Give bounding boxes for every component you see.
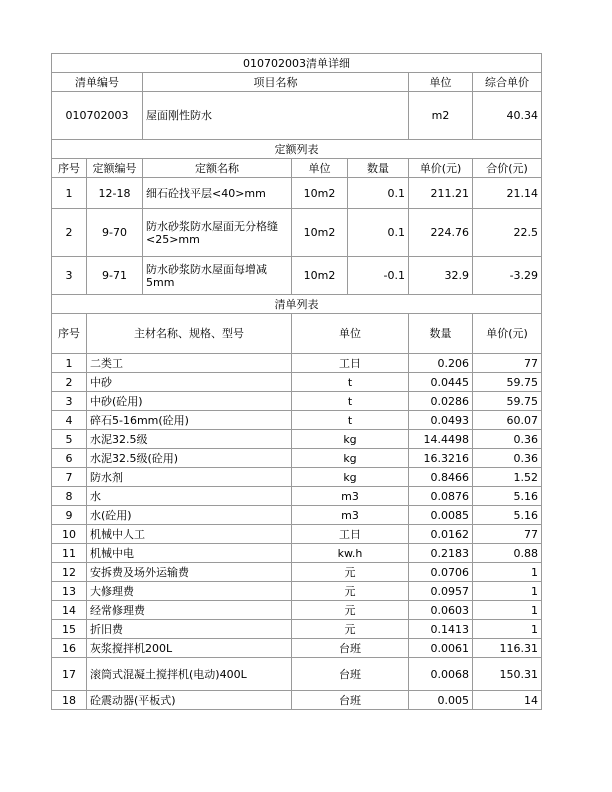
table-row	[52, 620, 542, 639]
quota-price: 32.9	[409, 257, 473, 295]
material-price: 14	[473, 691, 542, 710]
material-qty: 0.0162	[409, 525, 473, 544]
material-section-title: 清单列表	[52, 295, 542, 314]
material-seq-header: 序号	[52, 314, 87, 354]
table-row	[52, 449, 542, 468]
material-price: 0.88	[473, 544, 542, 563]
quota-total: 21.14	[473, 178, 542, 209]
material-price: 116.31	[473, 639, 542, 658]
material-name: 机械中电	[87, 544, 292, 563]
material-price: 77	[473, 525, 542, 544]
material-qty: 0.0876	[409, 487, 473, 506]
material-qty: 0.0957	[409, 582, 473, 601]
quota-price: 211.21	[409, 178, 473, 209]
material-name: 安拆费及场外运输费	[87, 563, 292, 582]
material-qty: 0.0706	[409, 563, 473, 582]
material-price: 5.16	[473, 506, 542, 525]
quota-seq: 3	[52, 257, 87, 295]
table-row	[52, 658, 542, 691]
table-row	[52, 525, 542, 544]
material-unit: kg	[292, 449, 409, 468]
material-unit: 工日	[292, 525, 409, 544]
material-header-row	[52, 314, 542, 354]
material-seq: 9	[52, 506, 87, 525]
bill-name: 屋面刚性防水	[143, 92, 409, 140]
bill-unit: m2	[409, 92, 473, 140]
material-price: 150.31	[473, 658, 542, 691]
material-qty: 0.206	[409, 354, 473, 373]
table-row	[52, 373, 542, 392]
material-qty: 0.8466	[409, 468, 473, 487]
material-price: 1	[473, 563, 542, 582]
material-name: 滚筒式混凝土搅拌机(电动)400L	[87, 658, 292, 691]
quota-code: 12-18	[87, 178, 143, 209]
quota-name-header: 定额名称	[143, 159, 292, 178]
table-row	[52, 354, 542, 373]
material-name: 砼震动器(平板式)	[87, 691, 292, 710]
material-qty: 0.2183	[409, 544, 473, 563]
quota-section-title: 定额列表	[52, 140, 542, 159]
bill-unit-price: 40.34	[473, 92, 542, 140]
quota-seq: 1	[52, 178, 87, 209]
material-price: 77	[473, 354, 542, 373]
bill-row	[52, 92, 542, 140]
table-row	[52, 392, 542, 411]
material-name: 机械中人工	[87, 525, 292, 544]
material-section-row	[52, 295, 542, 314]
material-name: 大修理费	[87, 582, 292, 601]
quota-total: 22.5	[473, 209, 542, 257]
quota-price-header: 单价(元)	[409, 159, 473, 178]
bill-detail-table	[51, 53, 542, 710]
quota-qty-header: 数量	[348, 159, 409, 178]
material-name-header: 主材名称、规格、型号	[87, 314, 292, 354]
material-unit: t	[292, 392, 409, 411]
material-seq: 18	[52, 691, 87, 710]
material-seq: 5	[52, 430, 87, 449]
material-name: 水	[87, 487, 292, 506]
material-unit: 台班	[292, 658, 409, 691]
material-unit: 台班	[292, 639, 409, 658]
material-unit: t	[292, 373, 409, 392]
material-seq: 8	[52, 487, 87, 506]
table-row	[52, 544, 542, 563]
quota-header-row	[52, 159, 542, 178]
material-qty: 0.0061	[409, 639, 473, 658]
quota-price: 224.76	[409, 209, 473, 257]
material-seq: 4	[52, 411, 87, 430]
material-unit: 台班	[292, 691, 409, 710]
material-price: 1	[473, 582, 542, 601]
material-seq: 12	[52, 563, 87, 582]
material-price: 1	[473, 601, 542, 620]
quota-unit-header: 单位	[292, 159, 348, 178]
quota-seq: 2	[52, 209, 87, 257]
quota-qty: 0.1	[348, 178, 409, 209]
material-price: 0.36	[473, 430, 542, 449]
table-title: 010702003清单详细	[52, 54, 542, 73]
material-qty: 0.0603	[409, 601, 473, 620]
material-unit: m3	[292, 487, 409, 506]
material-name: 折旧费	[87, 620, 292, 639]
table-row	[52, 468, 542, 487]
material-qty-header: 数量	[409, 314, 473, 354]
bill-unit-header: 单位	[409, 73, 473, 92]
material-seq: 1	[52, 354, 87, 373]
material-qty: 0.0085	[409, 506, 473, 525]
material-price: 5.16	[473, 487, 542, 506]
material-qty: 0.0493	[409, 411, 473, 430]
material-unit-header: 单位	[292, 314, 409, 354]
material-unit: kg	[292, 430, 409, 449]
material-unit: 元	[292, 582, 409, 601]
table-row	[52, 178, 542, 209]
quota-code: 9-71	[87, 257, 143, 295]
material-price-header: 单价(元)	[473, 314, 542, 354]
bill-name-header: 项目名称	[143, 73, 409, 92]
quota-total-header: 合价(元)	[473, 159, 542, 178]
material-price: 59.75	[473, 373, 542, 392]
material-qty: 0.0068	[409, 658, 473, 691]
material-name: 水泥32.5级(砼用)	[87, 449, 292, 468]
table-row	[52, 691, 542, 710]
table-row	[52, 487, 542, 506]
quota-code: 9-70	[87, 209, 143, 257]
material-qty: 0.0445	[409, 373, 473, 392]
quota-seq-header: 序号	[52, 159, 87, 178]
material-name: 中砂(砼用)	[87, 392, 292, 411]
bill-unit-price-header: 综合单价	[473, 73, 542, 92]
material-body	[52, 354, 542, 710]
material-qty: 14.4498	[409, 430, 473, 449]
material-seq: 15	[52, 620, 87, 639]
material-seq: 2	[52, 373, 87, 392]
quota-unit: 10m2	[292, 209, 348, 257]
material-name: 水(砼用)	[87, 506, 292, 525]
bill-header-row	[52, 73, 542, 92]
material-qty: 16.3216	[409, 449, 473, 468]
quota-qty: -0.1	[348, 257, 409, 295]
material-name: 水泥32.5级	[87, 430, 292, 449]
material-price: 60.07	[473, 411, 542, 430]
table-row	[52, 411, 542, 430]
quota-name: 细石砼找平层<40>mm	[143, 178, 292, 209]
material-qty: 0.005	[409, 691, 473, 710]
bill-code: 010702003	[52, 92, 143, 140]
material-price: 59.75	[473, 392, 542, 411]
table-row	[52, 563, 542, 582]
material-qty: 0.0286	[409, 392, 473, 411]
material-seq: 11	[52, 544, 87, 563]
material-unit: 元	[292, 601, 409, 620]
quota-unit: 10m2	[292, 257, 348, 295]
table-row	[52, 639, 542, 658]
table-row	[52, 209, 542, 257]
material-unit: kg	[292, 468, 409, 487]
material-seq: 10	[52, 525, 87, 544]
material-name: 碎石5-16mm(砼用)	[87, 411, 292, 430]
quota-name: 防水砂浆防水屋面无分格缝<25>mm	[143, 209, 292, 257]
material-seq: 14	[52, 601, 87, 620]
material-unit: m3	[292, 506, 409, 525]
material-name: 防水剂	[87, 468, 292, 487]
material-unit: 元	[292, 563, 409, 582]
material-name: 灰浆搅拌机200L	[87, 639, 292, 658]
material-seq: 13	[52, 582, 87, 601]
material-seq: 17	[52, 658, 87, 691]
bill-code-header: 清单编号	[52, 73, 143, 92]
material-unit: 工日	[292, 354, 409, 373]
table-row	[52, 257, 542, 295]
table-row	[52, 506, 542, 525]
material-seq: 16	[52, 639, 87, 658]
quota-code-header: 定额编号	[87, 159, 143, 178]
material-name: 经常修理费	[87, 601, 292, 620]
material-unit: 元	[292, 620, 409, 639]
material-seq: 3	[52, 392, 87, 411]
quota-total: -3.29	[473, 257, 542, 295]
material-price: 0.36	[473, 449, 542, 468]
quota-section-row	[52, 140, 542, 159]
table-row	[52, 601, 542, 620]
material-unit: kw.h	[292, 544, 409, 563]
table-row	[52, 582, 542, 601]
material-unit: t	[292, 411, 409, 430]
material-name: 二类工	[87, 354, 292, 373]
quota-name: 防水砂浆防水屋面每增减5mm	[143, 257, 292, 295]
material-qty: 0.1413	[409, 620, 473, 639]
material-seq: 6	[52, 449, 87, 468]
material-name: 中砂	[87, 373, 292, 392]
table-row	[52, 430, 542, 449]
title-row	[52, 54, 542, 73]
quota-qty: 0.1	[348, 209, 409, 257]
material-seq: 7	[52, 468, 87, 487]
material-price: 1	[473, 620, 542, 639]
material-price: 1.52	[473, 468, 542, 487]
quota-unit: 10m2	[292, 178, 348, 209]
